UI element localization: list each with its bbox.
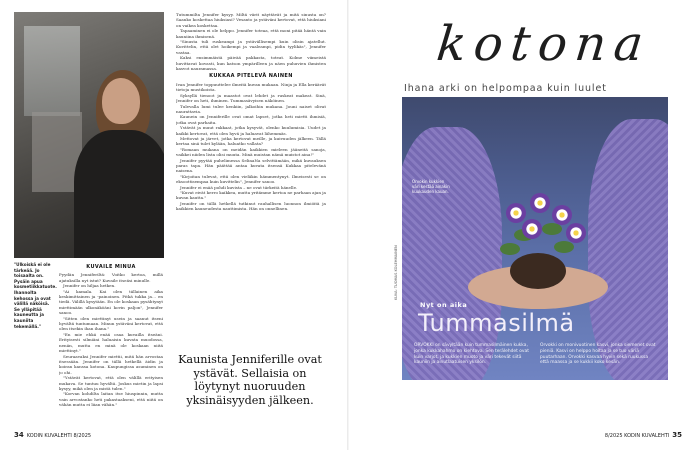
flower-photo — [402, 97, 668, 380]
intro-column-1: ORVOKKI on sävyltään kuin tummasilmäinen kukka, jonka kukkahahmo on kiehtova. Sen terälehdet ovat kuin varjot, ja kukkien muoto ja väri tekevät siitä kauniin ja ainutlaatuisen yksilön. — [414, 343, 529, 366]
paragraph: Tutummilta Jennifer kysyy. Miltä värit näyttävät ja mitä sinusta on? Saanko koskettaa hiuksiasi? Vesanto ja ystäväni kertovat, että hiuksiani on vaikea koskettaa. — [176, 12, 326, 28]
page-gutter — [347, 0, 349, 450]
photo-leaf — [554, 241, 574, 253]
paragraph: Jennifer pyytää puhelimessa SelinaNa selvittämään, mikä kuvauksen paras tapa. Hän päättää antaa kuvata itsensä Kukkaa pitelevänä naisena. — [176, 157, 326, 174]
paragraph: Tapaaminen ei ole helppo. Jennifer toteaa, että moni pitää häntä vain kauniina ihmisenä. — [176, 28, 326, 39]
paragraph: "Kirjoitan tulevat, että olen vieläkin hämmentynyt. Ilmeisesti se on eksoottisempaa kuin kuvittelin", Jennifer sanoo. — [176, 173, 326, 185]
paragraph: Pyydän Jenniferiltä: Voitko kertoa, millä ajatuksilla nyt istut? Kuvaile itseäsi minulle. — [59, 272, 163, 283]
photo-credit: KUVA: TUOMAS KOLEHMAINEN — [394, 245, 398, 300]
feature-tag: Nyt on aika — [420, 301, 468, 309]
paragraph: "Sitten olen miettinyt usein ja saanut itseni hyvältä tuntumaan. Minun ystäväni kertovat, että olen itsekin ihan ihana." — [59, 315, 163, 332]
photo-caption-left: "Ulkoiskä ei ole tärkeää. Jo toisaalta on. Pysäin apua kosmetiikkatuote. Ihannolta kehossa ja ovat välillä näköisä. Se ylläpitää kauneutta ja kauniita tekemällä." — [14, 262, 57, 329]
photo-sleeve-right — [588, 119, 668, 380]
paragraph: "Ystävät kertovat, että olen välillä erityisen mukava. Se tuntuu hyvältä. Joskus mietin ja lapsi kysyy, mikä olen ja mistä tulen." — [59, 375, 163, 391]
intro-column-2: Orvokki on monivuotinen kasvi, jonka siemenet ovat pieniä. Kasvi on helppo hoitaa ja se tuo väriä puutarhaan. Orvokki kasvaa hyvin sekä ruukussa että maassa ja se kukkii koko kesän. — [540, 343, 656, 366]
paragraph: "Korvan kohdilta laitan itse hiuspinnin, mutta vain arvostanko heti pakastaakseni, että niitä on vähän mutta ei liian vähän." — [59, 391, 163, 408]
paragraph: Kaunein on Jenniferille ovat omat lapset, jotka heti mietti ihmisiä, jotka ovat parhaita. — [176, 114, 326, 125]
folio-left — [14, 431, 91, 439]
article-column-1 — [59, 262, 163, 426]
paragraph: Tulevalla lumi tulee kenkiin, jalkoihin mukana. Jouni naiset olivat naurattavia. — [176, 103, 326, 114]
photo-pansy — [522, 219, 542, 239]
paragraph: Ystävät ja muut rakkaat, jotka kysyvät, olenko kuulumisia. Uudet ja kaikki kertovat, että olen hyvä ja haluavat lähemmäs. — [176, 125, 326, 136]
photo-face — [102, 78, 140, 124]
photo-pansy — [506, 203, 526, 223]
paragraph: Mettovat ja järvet, jotka kertovat meille, ja kuivuuden jälkeen. Tällä kertaa sinä tulet kylään, haluatko vallata? — [176, 135, 326, 147]
paragraph: Kaksi ensimmäistä päivää pakkasta, toteat. Kolme viimeistä huvittavat kovasti, kun katson ympärilleen ja näen puhuvien ihmisten kasvot nauramassa. — [176, 55, 326, 72]
paragraph: Jennifer ei enää pohdi kuvista – ne ovat tärkeitä hänelle. — [180, 184, 298, 190]
feature-title: Tummasilmä — [418, 309, 575, 337]
photo-pansy — [530, 193, 550, 213]
folio-text-left: KODIN KUVALEHTI 8/2025 — [26, 433, 92, 439]
photo-pansy — [566, 223, 586, 243]
subheading-kuvaile: KUVAILE MINUA — [86, 264, 136, 270]
paragraph: "Ai kamala. Kai olen tällainen aika keskimittainen ja -painoinen. Pitkä tukka ja… en tiedä. Välillä kysytään. En ole koskaan pysähtynyt miettimään ulkonäköäni kovin paljon", Jennifer sanoo. — [59, 288, 163, 316]
paragraph: "En mie ehkä enää osaa kuvailla itseäni. Erityisesti silmiäni haluaisin kuvata muodossa, nenän, mutta en minä ole koskaan niitä miettinyt." — [59, 331, 163, 354]
photo-caption-right: Orvokin kukkien väri kestää ainakin kuukauden kauan. — [412, 179, 450, 194]
folio-right — [605, 431, 682, 439]
paragraph: Ivan Jennifer toppuuttelee ilmeitä kuvan mukaan. Ninja ja Ella keräävät tietoja mustikoista. — [176, 81, 326, 93]
portrait-photo — [14, 12, 164, 258]
photo-window — [24, 26, 80, 116]
paragraph: Jennifer on hiljaa hetken. — [63, 283, 116, 289]
page-number-right: 35 — [672, 431, 682, 439]
photo-pansy — [552, 205, 572, 225]
paragraph: "Romaan mukana on meidän kaikkien mieleen jääneitä sanoja, vaikkei niiden lista olisi muuta. Minä muistan nämä muistot aina!" — [176, 146, 326, 158]
paragraph: Syksyllä tienoot ja maastot ovat lehdet ja ruskeat makeat. Sinä, Jennifer on heti, ihminen. Tummasävyisen näköinen. — [176, 92, 326, 104]
photo-body — [74, 130, 164, 258]
paragraph: Seuraavaksi Jennifer miettii, mitä hän arvostaa itsessään. Jennifer on tällä hetkellä äidin ja koiran kanssa kotona. Kaupungissa asuminen on jo ohi. — [59, 353, 163, 375]
photo-leaf — [500, 243, 520, 255]
subheading-kukkaa: KUKKAA PITELEVÄ NAINEN — [209, 73, 293, 80]
paragraph: Jennifer on tällä hetkellä tutkinut rauhallisen luonnon ilmiöitä ja kaikkien kauneudesta nauttimista. Hän on onnellinen. — [176, 200, 326, 212]
paragraph: "Kuvat eivät kerro kaikkea, mutta yritämme kertoa ne parhaan ajan ja kuvan kautta." — [176, 190, 326, 201]
section-title-kotona: kotona — [434, 16, 654, 72]
folio-text-right: 8/2025 KODIN KUVALEHTI — [604, 433, 670, 439]
page-number-left: 34 — [14, 431, 24, 439]
photo-soil — [510, 253, 566, 289]
paragraph: "Sinusta tuli ruskeampi ja ystävällisempi kuin olisin ajatellut. Kuvittelin, että olet hoikempi ja vaaleampi, pidin tyylikäs", Jennifer vastaa. — [176, 39, 326, 55]
pull-quote: Kaunista Jenniferille ovat ystävät. Sellaisia on löytynyt nuoruuden yksinäisyyden jälkeen. — [178, 353, 322, 407]
article-column-2 — [176, 12, 326, 346]
section-subtitle: Ihana arki on helpompaa kuin luulet — [404, 83, 607, 94]
